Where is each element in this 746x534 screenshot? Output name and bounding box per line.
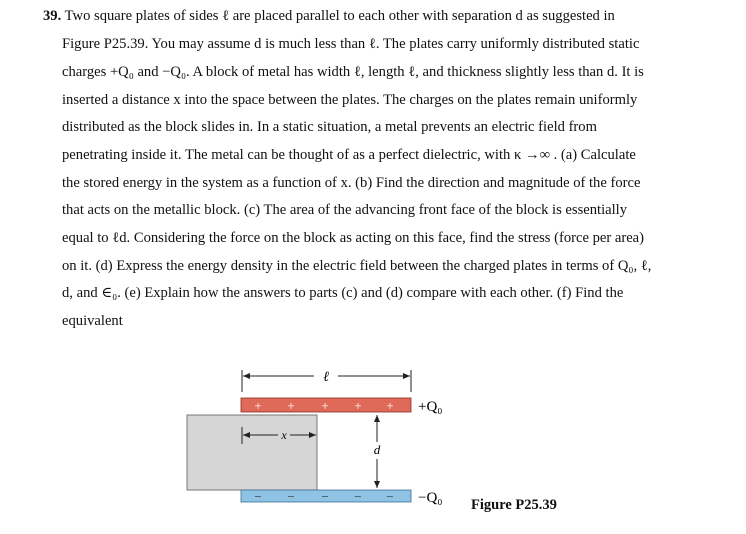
x-label: x	[281, 428, 287, 442]
problem-number: 39.	[43, 8, 62, 24]
problem-line-6: penetrating inside it. The metal can be thought of as a perfect dielectric, with κ →∞ . (a) Calculate	[62, 147, 636, 163]
bottom-plate-sign-3: −	[321, 489, 329, 504]
problem-line-7: the stored energy in the system as a function of x. (b) Find the direction and magnitude of the force	[62, 175, 641, 191]
problem-line-5: distributed as the block slides in. In a static situation, a metal prevents an electric field from	[62, 119, 597, 135]
problem-line-2: Figure P25.39. You may assume d is much less than ℓ. The plates carry uniformly distributed static	[62, 36, 640, 52]
bottom-charge-label: −Q₀	[418, 490, 443, 506]
problem-line-4: inserted a distance x into the space between the plates. The charges on the plates remain uniformly	[62, 92, 638, 108]
top-plate-sign-5: +	[386, 398, 394, 413]
top-plate-sign-1: +	[254, 398, 262, 413]
problem-line-9: equal to ℓd. Considering the force on the block as acting on this face, find the stress (force per area)	[62, 230, 645, 246]
problem-line-10: on it. (d) Express the energy density in the electric field between the charged plates in terms of Q₀, ℓ,	[62, 258, 652, 274]
bottom-plate-sign-1: −	[254, 489, 262, 504]
figure-caption: Figure P25.39	[471, 497, 557, 513]
bottom-plate-sign-2: −	[287, 489, 295, 504]
capacitor-figure	[180, 362, 510, 522]
capacitor-diagram	[180, 362, 510, 522]
bottom-plate-sign-5: −	[386, 489, 394, 504]
problem-line-12: equivalent	[62, 313, 123, 329]
top-plate-sign-4: +	[354, 398, 362, 413]
problem-line-11: d, and ∈₀. (e) Explain how the answers to parts (c) and (d) compare with each other. (f) Find the	[62, 285, 624, 301]
top-plate-sign-2: +	[287, 398, 295, 413]
top-plate-sign-3: +	[321, 398, 329, 413]
l-label: ℓ	[323, 370, 329, 385]
bottom-plate-sign-4: −	[354, 489, 362, 504]
problem-line-3: charges +Q₀ and −Q₀. A block of metal has width ℓ, length ℓ, and thickness slightly less than d. It is	[62, 64, 644, 80]
top-charge-label: +Q₀	[418, 399, 443, 415]
problem-line-8: that acts on the metallic block. (c) The area of the advancing front face of the block is essentially	[62, 202, 628, 218]
metal-block	[187, 415, 317, 490]
problem-line-1: 39. Two square plates of sides ℓ are placed parallel to each other with separation d as suggested in	[43, 8, 615, 24]
d-label: d	[373, 442, 381, 457]
